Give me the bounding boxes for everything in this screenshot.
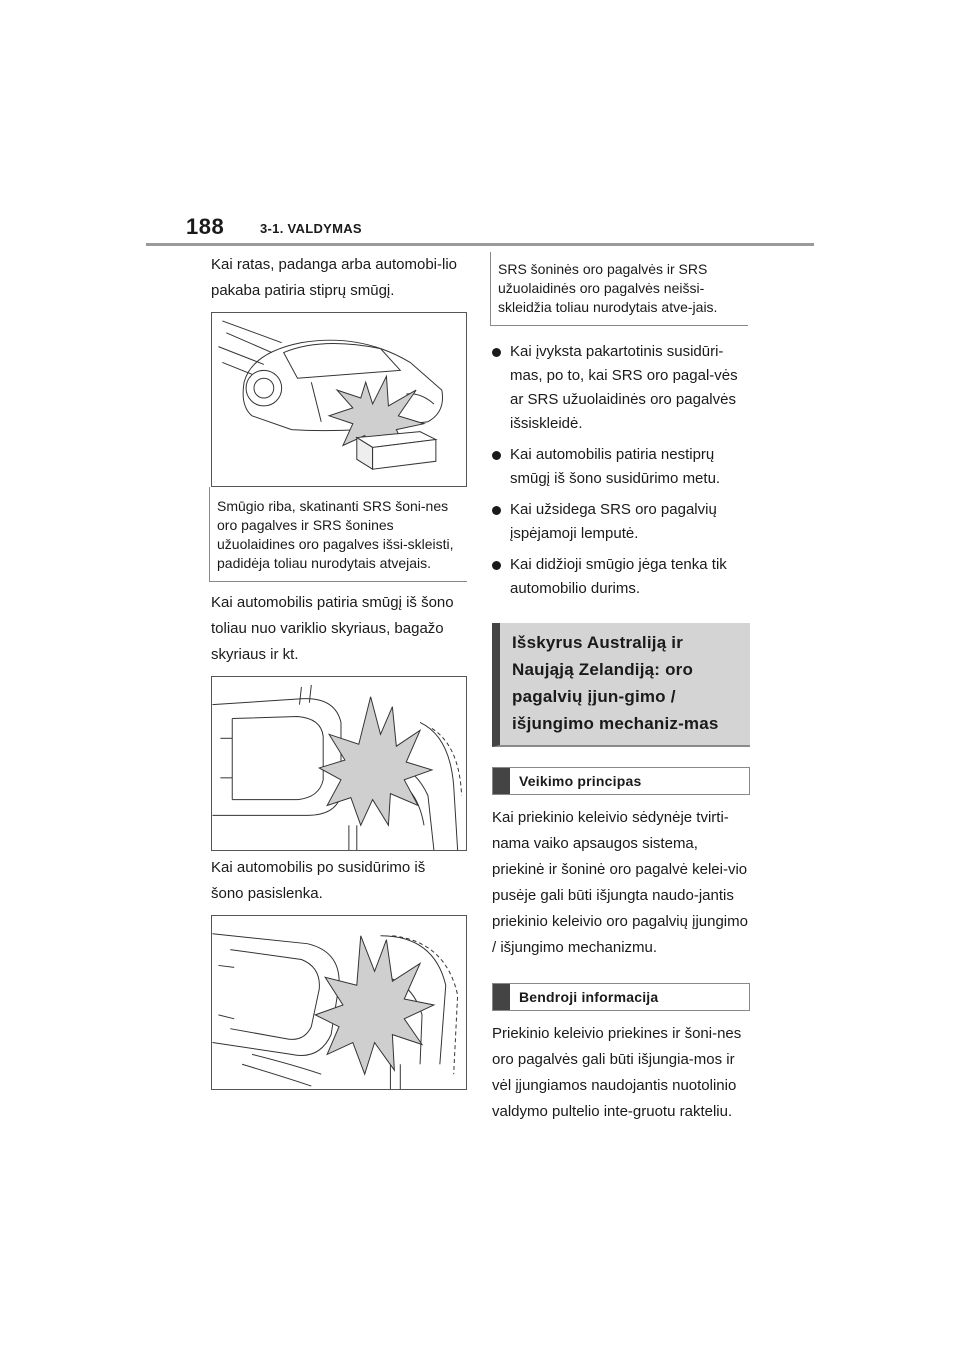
- left-column: [211, 252, 469, 1090]
- bullet-icon: [492, 561, 501, 570]
- subheading-label: Bendroji informacija: [519, 989, 659, 1005]
- page-number: 188: [186, 214, 225, 239]
- side-impact-rear-icon: [212, 677, 466, 850]
- bullet-list: [492, 340, 750, 601]
- list-item: Kai didžioji smūgio jėga tenka tik automobilio durims.: [492, 553, 750, 601]
- heading-mark-icon: [493, 984, 510, 1010]
- subheading-general-info: [492, 983, 750, 1011]
- impact-burst-icon: [315, 936, 434, 1074]
- subheading-label: Veikimo principas: [519, 773, 642, 789]
- car-crash-front-icon: [212, 313, 466, 486]
- impact-burst-icon: [319, 697, 432, 826]
- note-text-left: Smūgio riba, skatinanti SRS šoni-nes oro pagalves ir SRS šonines užuolaidines oro pagalves išsi-skleisti, padidėja toliau nurodytais atvejais.: [217, 498, 454, 571]
- list-item: Kai įvyksta pakartotinis susidūri-mas, po to, kai SRS oro pagal-vės ar SRS užuolaidinės oro pagalvės išsiskleidė.: [492, 340, 750, 436]
- bullet-icon: [492, 506, 501, 515]
- text-side-impact-away: Kai automobilis patiria smūgį iš šono toliau nuo variklio skyriaus, bagažo skyriaus ir kt.: [211, 594, 454, 663]
- side-impact-rear-illustration: [211, 676, 467, 851]
- header-rule: [146, 243, 814, 246]
- note-box-right: [490, 252, 748, 326]
- side-impact-slide-icon: [212, 916, 466, 1089]
- car-hitting-curb-illustration: [211, 312, 467, 487]
- list-item: Kai užsidega SRS oro pagalvių įspėjamoji lemputė.: [492, 498, 750, 546]
- list-item: Kai automobilis patiria nestiprų smūgį iš šono susidūrimo metu.: [492, 443, 750, 491]
- subheading-operation: [492, 767, 750, 795]
- main-heading: Išskyrus Australiją ir Naująją Zelandiją: oro pagalvių įjun-gimo / išjungimo mechaniz-mas: [492, 623, 750, 747]
- paragraph-general-info: Priekinio keleivio priekines ir šoni-nes oro pagalvės gali būti išjungia-mos ir vėl įjungiamos naudojantis nuotolinio valdymo pultelio inte-gruotu rakteliu.: [492, 1025, 742, 1120]
- section-title: 3-1. VALDYMAS: [260, 221, 362, 236]
- side-impact-slide-illustration: [211, 915, 467, 1090]
- note-text-right: SRS šoninės oro pagalvės ir SRS užuolaidinės oro pagalvės neišsi-skleidžia toliau nurodytais atve-jais.: [498, 261, 718, 315]
- note-box-left: [209, 487, 467, 582]
- text-side-impact-slide: Kai automobilis po susidūrimo iš šono pasislenka.: [211, 859, 426, 902]
- bullet-icon: [492, 451, 501, 460]
- heading-mark-icon: [493, 768, 510, 794]
- paragraph-operation: Kai priekinio keleivio sėdynėje tvirti-nama vaiko apsaugos sistema, priekinė ir šoninė oro pagalvė kelei-vio pusėje gali būti išjungta naudo-jantis priekinio keleivio oro pagalvių įjungimo / išjungimo mechanizmu.: [492, 809, 748, 956]
- intro-text: Kai ratas, padanga arba automobi-lio pakaba patiria stiprų smūgį.: [211, 256, 457, 299]
- right-column: [492, 252, 750, 1125]
- bullet-icon: [492, 348, 501, 357]
